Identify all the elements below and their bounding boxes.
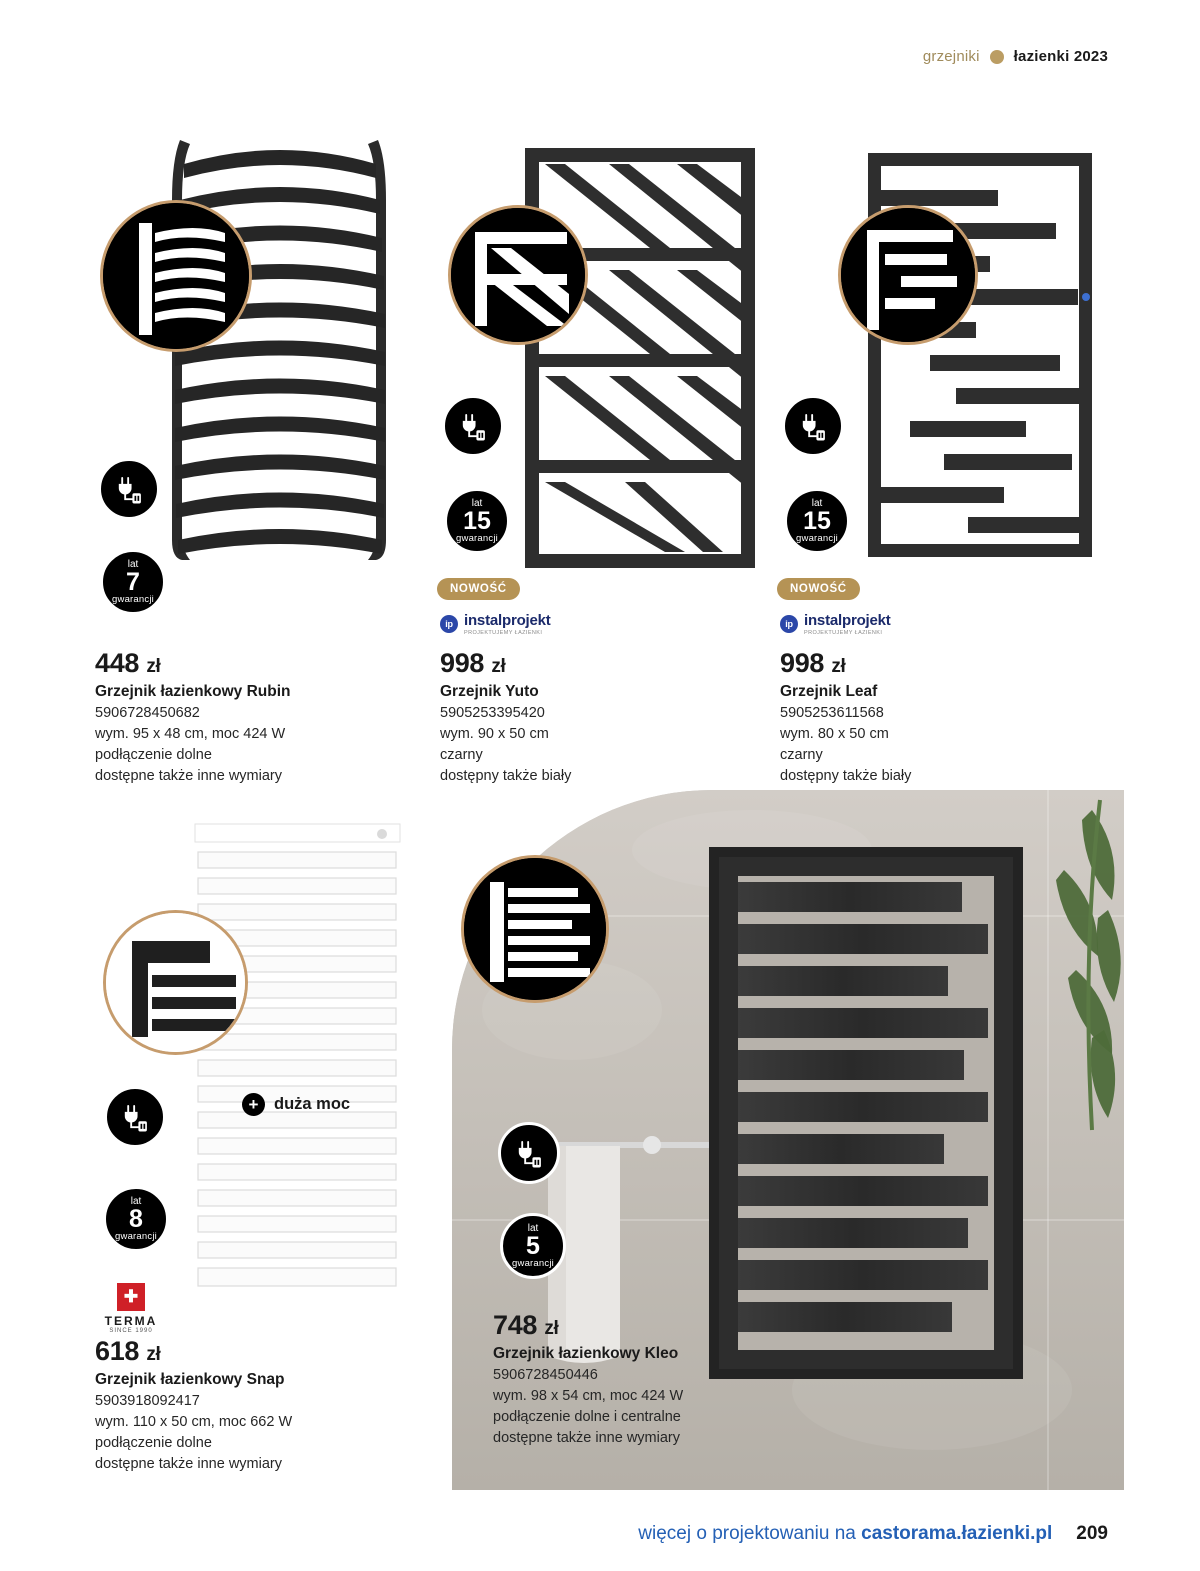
- product-info-snap: [95, 1336, 435, 1475]
- product-price-snap: 618 zł: [95, 1336, 161, 1366]
- product-name-kleo: Grzejnik łazienkowy Kleo: [493, 1345, 679, 1362]
- header-category: grzejniki: [922, 48, 980, 65]
- product-info-kleo: [493, 1310, 833, 1449]
- product-name-rubin: Grzejnik łazienkowy Rubin: [95, 683, 291, 700]
- warranty-badge-leaf: [784, 488, 850, 554]
- warranty-gwarancji-label: gwarancji: [512, 1257, 554, 1269]
- zoom-bubble-kleo: [461, 855, 609, 1003]
- plug-icon-rubin: [98, 458, 160, 520]
- product-spec-leaf-2: dostępny także biały: [780, 768, 912, 785]
- footer-text-prefix: więcej o projektowaniu na: [638, 1523, 862, 1544]
- product-info-yuto: [440, 648, 760, 787]
- zoom-bubble-rubin: [100, 200, 252, 352]
- warranty-gwarancji-label: gwarancji: [115, 1230, 157, 1242]
- product-price-kleo: 748 zł: [493, 1310, 559, 1340]
- instalprojekt-mark-icon: ip: [440, 615, 458, 633]
- product-spec-kleo-2: dostępne także inne wymiary: [493, 1430, 680, 1447]
- zoom-bubble-snap: [103, 910, 248, 1055]
- warranty-badge-rubin: [100, 549, 166, 615]
- warranty-badge-kleo: [500, 1213, 566, 1279]
- product-price-rubin: 448 zł: [95, 648, 161, 678]
- product-spec-leaf-1: czarny: [780, 747, 823, 764]
- warranty-gwarancji-label: gwarancji: [112, 593, 154, 605]
- page-number: 209: [1076, 1523, 1108, 1544]
- product-spec-kleo-0: wym. 98 x 54 cm, moc 424 W: [493, 1388, 684, 1405]
- header-dot-icon: [990, 50, 1004, 64]
- product-code-rubin: 5906728450682: [95, 705, 200, 721]
- warranty-lat-label: lat: [130, 1195, 142, 1207]
- product-name-yuto: Grzejnik Yuto: [440, 683, 539, 700]
- plug-icon-yuto: [442, 395, 504, 457]
- tag-nowosc-yuto: NOWOŚĆ: [437, 578, 520, 600]
- brand-since: SINCE 1990: [109, 1328, 153, 1334]
- product-spec-yuto-1: czarny: [440, 747, 483, 764]
- brand-instalprojekt-leaf: [780, 612, 891, 636]
- plus-icon: +: [242, 1093, 265, 1116]
- page-header: [923, 48, 1108, 65]
- page-footer: [0, 1523, 1200, 1545]
- brand-terma: [88, 1283, 174, 1334]
- product-spec-yuto-2: dostępny także biały: [440, 768, 572, 785]
- warranty-years: 15: [463, 506, 491, 535]
- product-spec-snap-0: wym. 110 x 50 cm, moc 662 W: [95, 1414, 293, 1431]
- product-info-rubin: [95, 648, 415, 787]
- warranty-lat-label: lat: [127, 558, 139, 570]
- product-spec-leaf-0: wym. 80 x 50 cm: [780, 726, 889, 743]
- product-spec-snap-1: podłączenie dolne: [95, 1435, 212, 1452]
- product-spec-snap-2: dostępne także inne wymiary: [95, 1456, 282, 1473]
- brand-tagline: PROJEKTUJEMY ŁAZIENKI: [464, 630, 543, 636]
- warranty-badge-yuto: [444, 488, 510, 554]
- plug-icon-snap: [104, 1086, 166, 1148]
- zoom-bubble-leaf: [838, 205, 978, 345]
- product-price-leaf: 998 zł: [780, 648, 846, 678]
- product-spec-rubin-2: dostępne także inne wymiary: [95, 768, 282, 785]
- warranty-years: 5: [526, 1231, 540, 1260]
- product-spec-yuto-0: wym. 90 x 50 cm: [440, 726, 549, 743]
- plug-icon-kleo: [498, 1122, 560, 1184]
- warranty-lat-label: lat: [527, 1222, 539, 1234]
- header-title: łazienki 2023: [1013, 48, 1108, 65]
- product-name-snap: Grzejnik łazienkowy Snap: [95, 1371, 285, 1388]
- feature-label: duża moc: [274, 1095, 351, 1113]
- product-name-leaf: Grzejnik Leaf: [780, 683, 878, 700]
- brand-tagline: PROJEKTUJEMY ŁAZIENKI: [804, 630, 883, 636]
- product-price-yuto: 998 zł: [440, 648, 506, 678]
- terma-mark-icon: ✚: [117, 1283, 145, 1311]
- product-code-leaf: 5905253611568: [780, 705, 884, 721]
- feature-duza-moc: [242, 1093, 350, 1116]
- warranty-gwarancji-label: gwarancji: [796, 532, 838, 544]
- brand-name: TERMA: [104, 1314, 158, 1328]
- warranty-lat-label: lat: [471, 497, 483, 509]
- warranty-years: 8: [129, 1204, 143, 1233]
- product-code-yuto: 5905253395420: [440, 705, 545, 721]
- zoom-bubble-yuto: [448, 205, 588, 345]
- instalprojekt-mark-icon: ip: [780, 615, 798, 633]
- warranty-lat-label: lat: [811, 497, 823, 509]
- warranty-years: 15: [803, 506, 831, 535]
- warranty-gwarancji-label: gwarancji: [456, 532, 498, 544]
- brand-instalprojekt-yuto: [440, 612, 551, 636]
- brand-name: instalprojekt: [804, 612, 891, 629]
- brand-name: instalprojekt: [464, 612, 551, 629]
- product-spec-rubin-1: podłączenie dolne: [95, 747, 212, 764]
- footer-text: [638, 1523, 1052, 1545]
- product-image-yuto: [505, 140, 765, 570]
- warranty-years: 7: [126, 567, 140, 596]
- tag-nowosc-leaf: NOWOŚĆ: [777, 578, 860, 600]
- product-spec-kleo-1: podłączenie dolne i centralne: [493, 1409, 681, 1426]
- warranty-badge-snap: [103, 1186, 169, 1252]
- product-info-leaf: [780, 648, 1100, 787]
- product-spec-rubin-0: wym. 95 x 48 cm, moc 424 W: [95, 726, 286, 743]
- product-code-snap: 5903918092417: [95, 1393, 200, 1409]
- product-code-kleo: 5906728450446: [493, 1367, 598, 1383]
- footer-site-link[interactable]: castorama.łazienki.pl: [861, 1523, 1053, 1544]
- plug-icon-leaf: [782, 395, 844, 457]
- product-image-snap: [190, 818, 405, 1298]
